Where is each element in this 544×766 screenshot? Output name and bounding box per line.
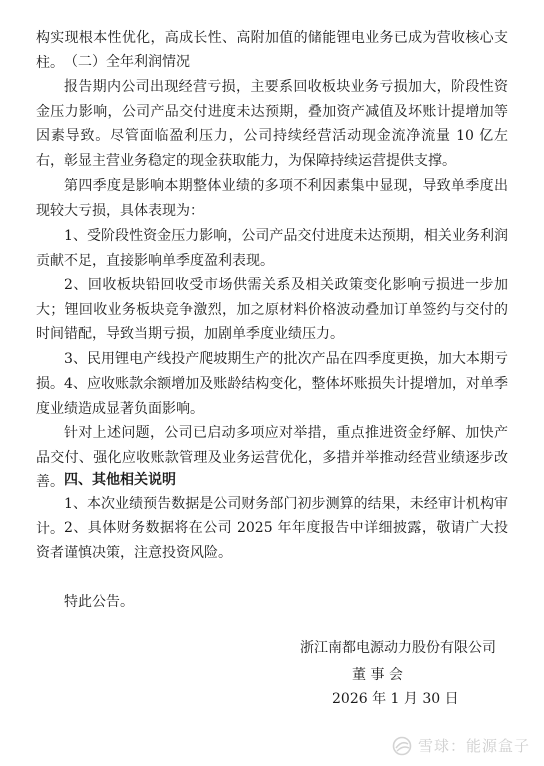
paragraph-countermeasures: 针对上述问题，公司已启动多项应对举措，重点推进资金纾解、加快产品交付、强化应收账款管理及业务运营优化，多措并举推动经营业绩逐步改善。 bbox=[36, 425, 508, 490]
note-item-1: 1、本次业绩预告数据是公司财务部门初步测算的结果，未经审计机构审计。 bbox=[36, 496, 508, 537]
list-item-1: 1、受阶段性资金压力影响，公司产品交付进度未达预期，相关业务利润贡献不足，直接影响单季度盈利表现。 bbox=[36, 228, 508, 269]
list-item-4: 4、应收账款余额增加及账龄结构变化，整体坏账损失计提增加，对单季度业绩造成显著负面影响。 bbox=[36, 376, 508, 417]
watermark bbox=[392, 735, 530, 756]
watermark-text: 雪球：能源盒子 bbox=[417, 737, 530, 755]
paragraph-core-pillar: 构实现根本性优化，高成长性、高附加值的储能锂电业务已成为营收核心支柱。 bbox=[36, 30, 508, 71]
signature-board: 董 事 会 bbox=[352, 667, 403, 683]
signature-company: 浙江南都电源动力股份有限公司 bbox=[300, 640, 496, 656]
closing-announcement: 特此公告。 bbox=[64, 594, 134, 610]
snowball-logo-icon bbox=[392, 736, 412, 756]
list-item-2: 2、回收板块铅回收受市场供需关系及相关政策变化影响亏损进一步加大；锂回收业务板块竞争激烈，加之原材料价格波动叠加订单签约与交付的时间错配，导致当期亏损，加剧单季度业绩压力。 bbox=[36, 277, 508, 342]
paragraph-operating-loss: 报告期内公司出现经营亏损，主要系回收板块业务亏损加大，阶段性资金压力影响，公司产品交付进度未达预期，叠加资产减值及坏账计提增加等因素导致。尽管面临盈利压力，公司持续经营活动现金流净流量 10 亿左右，彰显主营业务稳定的现金获取能力，为保障持续运营提供支撑。 bbox=[36, 79, 508, 169]
section-heading-other: 四、其他相关说明 bbox=[64, 472, 176, 488]
signature-date: 2026 年 1 月 30 日 bbox=[332, 691, 459, 707]
paragraph-q4-summary: 第四季度是影响本期整体业绩的多项不利因素集中显现，导致单季度出现较大亏损，具体表现为： bbox=[36, 178, 508, 219]
note-item-2: 2、具体财务数据将在公司 2025 年年度报告中详细披露，敬请广大投资者谨慎决策，注意投资风险。 bbox=[36, 520, 508, 561]
section-heading-annual-profit: （二）全年利润情况 bbox=[64, 54, 190, 70]
list-item-3: 3、民用锂电产线投产爬坡期生产的批次产品在四季度更换，加大本期亏损。 bbox=[36, 351, 508, 392]
